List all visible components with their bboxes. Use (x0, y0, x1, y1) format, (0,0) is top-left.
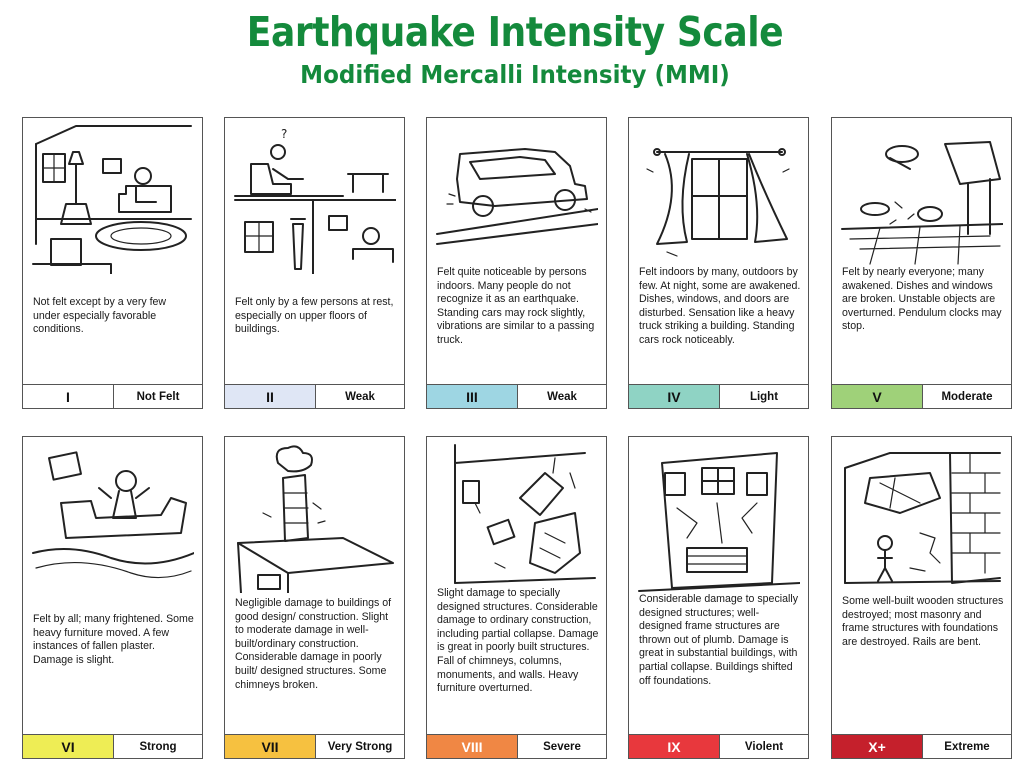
intensity-label: Violent (744, 740, 784, 753)
intensity-label: Strong (139, 740, 177, 753)
card-footer (23, 734, 202, 758)
card-footer (629, 384, 808, 408)
window-curtains-illustration (637, 124, 800, 274)
intensity-label: Light (749, 390, 779, 403)
intensity-card-1 (22, 117, 203, 409)
falling-walls-illustration (435, 443, 598, 593)
card-description: Negligible damage to buildings of good design/ construction. Slight to moderate damage in well-built/ordinary construction. Considerable damage in poorly built/ designed structures. Some chimneys broken. (235, 597, 392, 691)
card-footer (225, 384, 404, 408)
card-footer (427, 734, 606, 758)
card-description: Considerable damage to specially designed structures; well-designed frame structures are thrown out of plumb. Damage is great in substantial buildings, with partial collapse. Buildings shifted off foundations. (639, 593, 798, 687)
intensity-card-7 (224, 436, 405, 759)
card-description: Slight damage to specially designed structures. Considerable damage to ordinary construction, including partial collapse. Damage is great in poorly built structures. Fall of chimneys, columns, monuments, and walls. Heavy furniture overturned. (437, 587, 599, 695)
intensity-level: VIII (427, 735, 518, 758)
card-footer (832, 384, 1011, 408)
intensity-card-4 (628, 117, 809, 409)
intensity-level: IV (629, 385, 720, 408)
card-footer (629, 734, 808, 758)
intensity-level: I (23, 385, 114, 408)
collapsed-building-illustration (840, 443, 1003, 593)
card-description: Felt indoors by many, outdoors by few. At night, some are awakened. Dishes, windows, and doors are disturbed. Sensation like a heavy truck striking a building. Standing cars rock noticeably. (639, 266, 801, 346)
living-room-illustration (31, 124, 194, 274)
card-footer (23, 384, 202, 408)
intensity-level: III (427, 385, 518, 408)
card-description: Some well-built wooden structures destroyed; most masonry and frame structures with foundations are destroyed. Rails are bent. (842, 595, 1004, 648)
intensity-level: X+ (832, 735, 923, 758)
card-description: Felt only by a few persons at rest, especially on upper floors of buildings. (235, 296, 394, 336)
intensity-level: V (832, 385, 923, 408)
card-footer (832, 734, 1011, 758)
rocking-car-illustration (435, 124, 598, 274)
card-footer (225, 734, 404, 758)
intensity-card-3 (426, 117, 607, 409)
page-title: Earthquake Intensity Scale (246, 8, 784, 56)
card-description: Felt by nearly everyone; many awakened. Dishes and windows are broken. Unstable objects are overturned. Pendulum clocks may stop. (842, 266, 1002, 333)
intensity-label: Weak (547, 390, 577, 403)
intensity-card-10 (831, 436, 1012, 759)
intensity-label: Moderate (941, 390, 993, 403)
two-floors-illustration (233, 124, 396, 274)
intensity-card-9 (628, 436, 809, 759)
intensity-level: IX (629, 735, 720, 758)
intensity-card-8 (426, 436, 607, 759)
page-subtitle: Modified Mercalli Intensity (MMI) (300, 60, 730, 89)
tilted-building-illustration (637, 443, 800, 593)
intensity-card-2 (224, 117, 405, 409)
svg-text:?: ? (281, 127, 288, 141)
falling-dishes-illustration (840, 124, 1003, 274)
broken-chimney-illustration (233, 443, 396, 593)
intensity-label: Very Strong (327, 740, 393, 753)
intensity-level: VI (23, 735, 114, 758)
intensity-level: II (225, 385, 316, 408)
intensity-level: VII (225, 735, 316, 758)
card-description: Not felt except by a very few under especially favorable conditions. (33, 296, 167, 336)
intensity-label: Extreme (944, 740, 990, 753)
frightened-person-illustration (31, 443, 194, 593)
intensity-label: Severe (543, 740, 581, 753)
card-description: Felt quite noticeable by persons indoors. Many people do not recognize it as an earthquake. Standing cars may rock slightly, vibrations are similar to a passing truck. (437, 266, 595, 346)
intensity-label: Not Felt (136, 390, 180, 403)
intensity-card-6 (22, 436, 203, 759)
card-footer (427, 384, 606, 408)
intensity-label: Weak (345, 390, 375, 403)
intensity-card-5 (831, 117, 1012, 409)
card-description: Felt by all; many frightened. Some heavy furniture moved. A few instances of fallen plaster. Damage is slight. (33, 613, 194, 666)
